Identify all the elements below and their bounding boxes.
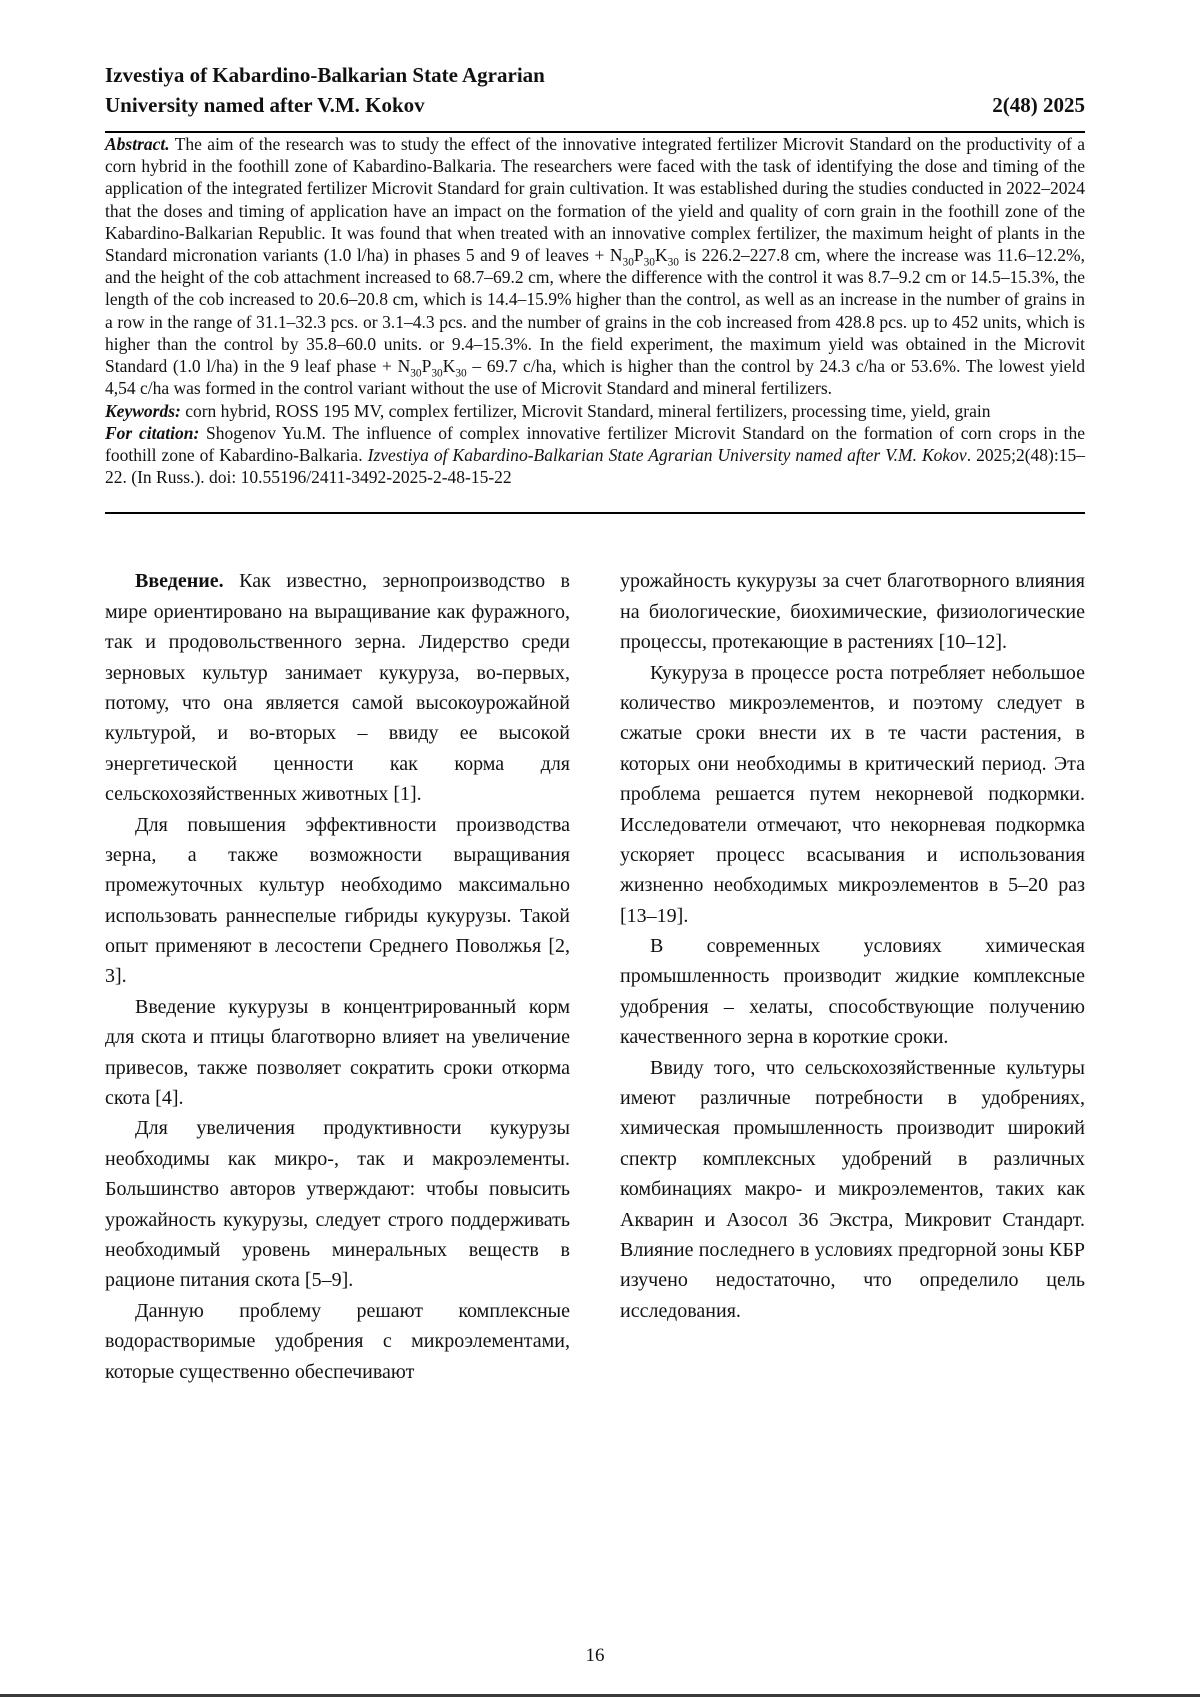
journal-title-line1: Izvestiya of Kabardino-Balkarian State Agrarian bbox=[105, 63, 545, 87]
citation-paragraph bbox=[105, 422, 1085, 489]
keywords-paragraph bbox=[105, 400, 1085, 422]
page-number: 16 bbox=[585, 1645, 605, 1666]
body-paragraph: В современных условиях химическая промышленность производит жидкие комплексные удобрения – хелаты, способствующие получению качественного зерна в короткие сроки. bbox=[620, 935, 1085, 1049]
body-paragraph: Введение кукурузы в концентрированный корм для скота и птицы благотворно влияет на увеличение привесов, также позволяет сократить сроки откорма скота [4]. bbox=[105, 995, 570, 1110]
body-paragraph: Для увеличения продуктивности кукурузы необходимы как микро-, так и макроэлементы. Большинство авторов утверждают: чтобы повысить урожайность кукурузы, следует строго поддерживать необходимый уровень минеральных веществ в рационе питания скота [5–9]. bbox=[105, 1117, 570, 1292]
journal-title-line2: University named after V.M. Kokov bbox=[105, 93, 425, 118]
left-column bbox=[105, 566, 570, 1387]
right-column bbox=[620, 566, 1085, 1387]
citation-label: For citation: bbox=[105, 422, 200, 443]
body-paragraph: Ввиду того, что сельскохозяйственные культуры имеют различные потребности в удобрениях, химическая промышленность производит широкий спектр комплексных удобрений в различных комбинациях макро- и микроэлементов, таких как Акварин и Азосол 36 Экстра, Микровит Стандарт. Влияние последнего в условиях предгорной зоны КБР изучено недостаточно, что определило цель исследования. bbox=[620, 1056, 1085, 1322]
keywords-label: Keywords: bbox=[105, 400, 181, 421]
body-paragraph: Для повышения эффективности производства зерна, а также возможности выращивания промежуточных культур необходимо максимально использовать раннеспелые гибриды кукурузы. Такой опыт применяют в лесостепи Среднего Поволжья [2, 3]. bbox=[105, 813, 570, 988]
intro-lead: Введение. bbox=[135, 570, 224, 593]
page-footer bbox=[105, 1645, 1085, 1697]
abstract-paragraph bbox=[105, 133, 1085, 400]
section-divider bbox=[105, 512, 1085, 514]
body-paragraph: Кукуруза в процессе роста потребляет небольшое количество микроэлементов, и поэтому следует в сжатые сроки внести их в те части растения, в которых они необходимы в критический период. Эта проблема решается путем некорневой подкормки. Исследователи отмечают, что некорневая подкормка ускоряет процесс всасывания и использования жизненно необходимых микроэлементов в 5–20 раз [13–19]. bbox=[620, 661, 1085, 927]
body-paragraph: Данную проблему решают комплексные водорастворимые удобрения с микроэлементами, которые существенно обеспечивают bbox=[105, 1299, 570, 1383]
front-matter bbox=[105, 133, 1085, 515]
intro-text: Как известно, зернопроизводство в мире ориентировано на выращивание как фуражного, так и продовольственного зерна. Лидерство среди зерновых культур занимает кукуруза, во-первых, потому, что она является самой высокоурожайной культурой, и во-вторых – ввиду ее высокой энергетической ценности как корма для сельскохозяйственных животных [1]. bbox=[105, 570, 571, 806]
body-paragraph: урожайность кукурузы за счет благотворного влияния на биологические, биохимические, физиологические процессы, протекающие в растениях [10–12]. bbox=[620, 570, 1085, 654]
body-paragraph-intro bbox=[105, 566, 570, 809]
article-body bbox=[105, 566, 1085, 1387]
citation-text: Shogenov Yu.M. The influence of complex innovative fertilizer Microvit Standard on the formation of corn crops in the foothill zone of Kabardino-Balkaria. Izvestiya of Kabardino-Balkarian State Agrarian University named after V.M. Kokov. 2025;2(48):15–22. (In Russ.). doi: 10.55196/2411-3492-2025-2-48-15-22 bbox=[105, 422, 1085, 488]
issue-number: 2(48) 2025 bbox=[992, 93, 1085, 118]
journal-header bbox=[105, 60, 1085, 133]
keywords-text: corn hybrid, ROSS 195 MV, complex fertilizer, Microvit Standard, mineral fertilizers, processing time, yield, grain bbox=[185, 400, 991, 421]
abstract-label: Abstract. bbox=[105, 133, 170, 154]
abstract-text: The aim of the research was to study the effect of the innovative integrated fertilizer Microvit Standard on the productivity of a corn hybrid in the foothill zone of Kabardino-Balkaria. The researchers were faced with the task of identifying the dose and timing of the application of the integrated fertilizer Microvit Standard for grain cultivation. It was established during the studies conducted in 2022–2024 that the doses and timing of application have an impact on the formation of the yield and quality of corn grain in the foothill zone of the Kabardino-Balkarian Republic. It was found that when treated with an innovative complex fertilizer, the maximum height of plants in the Standard micronation variants (1.0 l/ha) in phases 5 and 9 of leaves + $N_{30}P_{30}K_{30}$ is 226.2–227.8 cm, where the increase was 11.6–12.2%, and the height of the cob attachment increased to 68.7–69.2 cm, where the difference with the control it was 8.7–9.2 cm or 14.5–15.3%, the length of the cob increased to 20.6–20.8 cm, which is 14.4–15.9% higher than the control, as well as an increase in the number of grains in a row in the range of 31.1–32.3 pcs. or 3.1–4.3 pcs. and the number of grains in the cob increased from 428.8 pcs. up to 452 units, which is higher than the control by 35.8–60.0 units. or 9.4–15.3%. In the field experiment, the maximum yield was obtained in the Microvit Standard (1.0 l/ha) in the 9 leaf phase + $N_{30}P_{30}K_{30} - 69.7$ c/ha, which is higher than the control by 24.3 c/ha or 53.6%. The lowest yield 4,54 c/ha was formed in the control variant without the use of Microvit Standard and mineral fertilizers. bbox=[105, 133, 1086, 399]
